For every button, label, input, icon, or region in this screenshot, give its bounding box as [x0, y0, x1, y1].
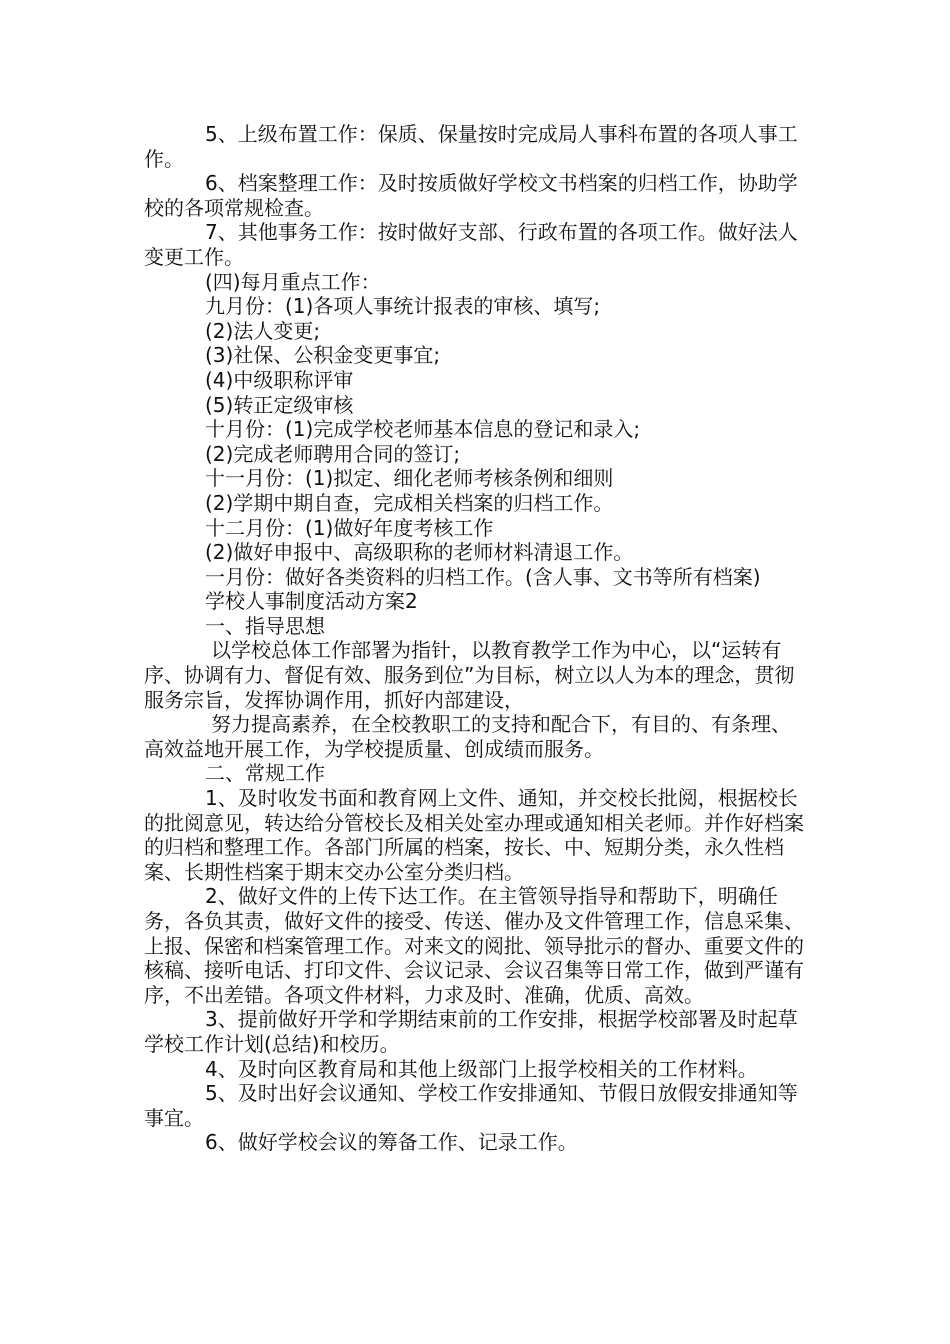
- paragraph: 一月份：做好各类资料的归档工作。(含人事、文书等所有档案): [205, 564, 761, 589]
- paragraph: 3、提前做好开学和学期结束前的工作安排，根据学校部署及时起草学校工作计划(总结)和校历。: [144, 1007, 798, 1056]
- paragraph: 1、及时收发书面和教育网上文件、通知，并交校长批阅，根据校长的批阅意见，转达给分管校长及相关处室办理或通知相关老师。并作好档案的归档和整理工作。各部门所属的档案，按长、中、短期分类，永久性档案、长期性档案于期末交办公室分类归档。: [144, 786, 804, 884]
- paragraph: 5、及时出好会议通知、学校工作安排通知、节假日放假安排通知等事宜。: [144, 1081, 798, 1130]
- paragraph: (2)做好申报中、高级职称的老师材料清退工作。: [205, 540, 634, 565]
- paragraph: (3)社保、公积金变更事宜;: [205, 343, 441, 368]
- document-title: 学校人事制度活动方案2: [205, 589, 418, 614]
- paragraph: 十一月份：(1)拟定、细化老师考核条例和细则: [205, 466, 614, 491]
- document-body: [144, 122, 810, 1155]
- paragraph: 5、上级布置工作：保质、保量按时完成局人事科布置的各项人事工作。: [144, 122, 798, 171]
- paragraph: 九月份：(1)各项人事统计报表的审核、填写;: [205, 294, 601, 319]
- paragraph: 6、档案整理工作：及时按质做好学校文书档案的归档工作，协助学校的各项常规检查。: [144, 171, 798, 220]
- paragraph: 7、其他事务工作：按时做好支部、行政布置的各项工作。做好法人变更工作。: [144, 220, 798, 269]
- section-heading: (四)每月重点工作：: [205, 269, 381, 294]
- paragraph: 以学校总体工作部署为指针，以教育教学工作为中心，以“运转有序、协调有力、督促有效、服务到位”为目标，树立以人为本的理念，贯彻服务宗旨，发挥协调作用，抓好内部建设，: [144, 638, 795, 712]
- paragraph: 十二月份：(1)做好年度考核工作: [205, 515, 494, 540]
- paragraph: 努力提高素养，在全校教职工的支持和配合下，有目的、有条理、高效益地开展工作，为学校提质量、创成绩而服务。: [144, 712, 791, 761]
- paragraph: (2)法人变更;: [205, 318, 321, 343]
- paragraph: (5)转正定级审核: [205, 392, 354, 417]
- paragraph: 4、及时向区教育局和其他上级部门上报学校相关的工作材料。: [205, 1056, 758, 1081]
- paragraph: 十月份：(1)完成学校老师基本信息的登记和录入;: [205, 417, 641, 442]
- paragraph: 6、做好学校会议的筹备工作、记录工作。: [205, 1130, 578, 1155]
- paragraph: (2)完成老师聘用合同的签订;: [205, 441, 461, 466]
- section-heading: 二、常规工作: [205, 761, 325, 786]
- paragraph: (4)中级职称评审: [205, 367, 354, 392]
- paragraph: (2)学期中期自查，完成相关档案的归档工作。: [205, 490, 614, 515]
- section-heading: 一、指导思想: [205, 613, 325, 638]
- paragraph: 2、做好文件的上传下达工作。在主管领导指导和帮助下，明确任务，各负其责，做好文件的接受、传送、催办及文件管理工作，信息采集、上报、保密和档案管理工作。对来文的阅批、领导批示的督办、重要文件的核稿、接听电话、打印文件、会议记录、会议召集等日常工作，做到严谨有序，不出差错。各项文件材料，力求及时、准确，优质、高效。: [144, 884, 804, 1007]
